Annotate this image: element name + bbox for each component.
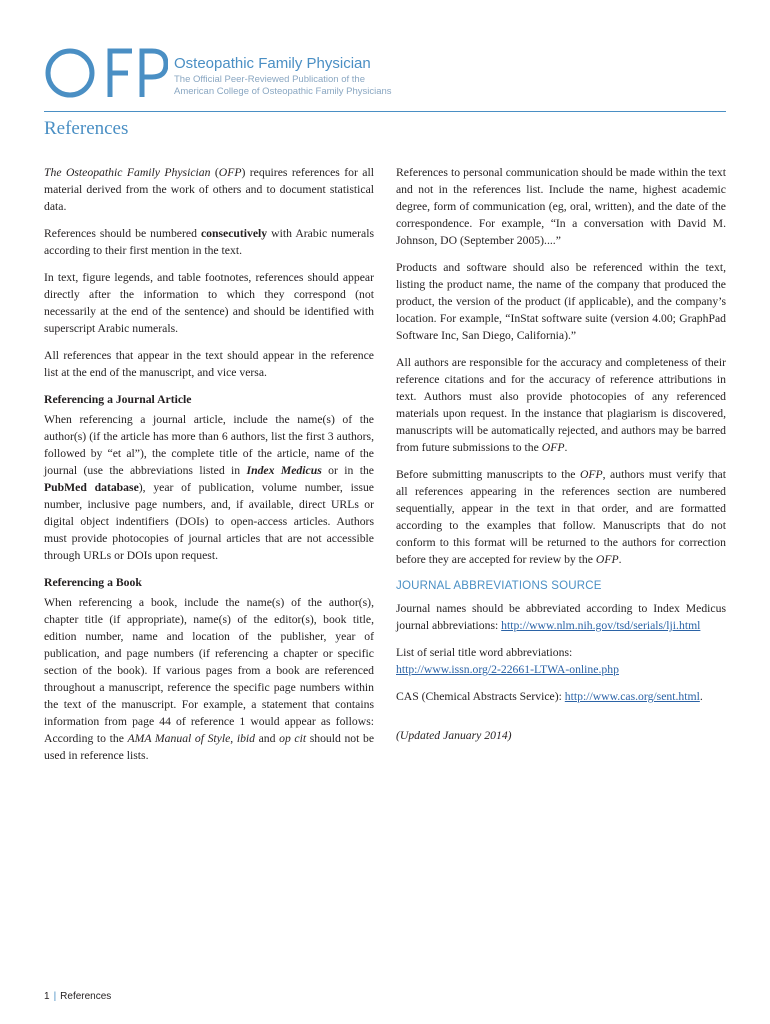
book-paragraph: When referencing a book, include the name(s) of the author(s), chapter title (if appropriate), name(s) of the editor(s), book title, edition number, name and location of the publisher, year of publication, and page numbers (if referencing a chapter or specific section of the book). If various pages from a book are referenced throughout a manuscript, reference the specific page numbers within the text of the manuscript. For example, a statement that contains information from page 44 of reference 1 would appear as follows: According to the AMA Manual of Style, ibid and op cit should not be used in reference lists. bbox=[44, 596, 375, 762]
submission-paragraph: Before submitting manuscripts to the OFP, authors must verify that all references appearing in the references section are numbered sequentially, appear in the text in that order, and are formatted according to the examples that follow. Manuscripts that do not conform to this format will be returned to the authors for correction before they are accepted for review by the OFP. bbox=[396, 468, 726, 566]
right-column bbox=[396, 164, 726, 754]
serial-abbreviations-paragraph: List of serial title word abbreviations: http://www.issn.org/2-22661-LTWA-online.php bbox=[396, 646, 619, 676]
book-heading: Referencing a Book bbox=[44, 576, 142, 589]
left-column bbox=[44, 164, 374, 774]
footer-label: References bbox=[60, 991, 112, 1002]
cas-paragraph: CAS (Chemical Abstracts Service): http://www.cas.org/sent.html. bbox=[396, 690, 703, 703]
journal-article-heading: Referencing a Journal Article bbox=[44, 393, 192, 406]
page-footer bbox=[44, 990, 111, 1004]
brand-tagline-2: American College of Osteopathic Family Physicians bbox=[174, 86, 392, 97]
updated-note: (Updated January 2014) bbox=[396, 729, 512, 742]
products-software-paragraph: Products and software should also be referenced within the text, listing the product name, the name of the company that produced the product, the version of the product (if applicable), and the company’s location. For example, “InStat software suite (version 4.00; GraphPad Software Inc, San Diego, California).” bbox=[396, 261, 726, 342]
page-number: 1 bbox=[44, 991, 50, 1002]
brand-tagline-1: The Official Peer-Reviewed Publication of the bbox=[174, 74, 365, 85]
issn-link[interactable]: http://www.issn.org/2-22661-LTWA-online.php bbox=[396, 663, 619, 676]
journal-abbreviations-heading: JOURNAL ABBREVIATIONS SOURCE bbox=[396, 580, 602, 592]
index-medicus-paragraph: Journal names should be abbreviated according to Index Medicus journal abbreviations: http://www.nlm.nih.gov/tsd/serials/lji.html bbox=[396, 602, 726, 632]
brand-title: Osteopathic Family Physician bbox=[174, 55, 371, 72]
personal-communication-paragraph: References to personal communication should be made within the text and not in the references list. Include the name, highest academic degree, form of communication (eg, oral, written), and the date of the correspondence. For example, “In a conversation with David M. Johnson, DO (September 2005)....” bbox=[396, 166, 726, 247]
journal-article-paragraph: When referencing a journal article, include the name(s) of the author(s) (if the article has more than 6 authors, list the first 3 authors, followed by “et al”), the complete title of the article, name of the journal (use the abbreviations listed in Index Medicus or in the PubMed database), year of publication, volume number, issue number, inclusive page numbers, and, if available, direct URLs or digital object indentifiers (DOIs) to open-access articles. Authors must provide photocopies of journal articles that are not accessible through URLs or DOIs upon request. bbox=[44, 413, 374, 562]
author-responsibility-paragraph: All authors are responsible for the accuracy and completeness of their reference citations and for the accuracy of reference attributions in text. Authors must also provide photocopies of any referenced materials upon request. In the instance that plagiarism is discovered, manuscripts will be automatically rejected, and authors may be barred from future submissions to the OFP. bbox=[396, 356, 726, 454]
header-divider bbox=[44, 111, 726, 112]
brand-block bbox=[174, 54, 392, 98]
reference-list-paragraph: All references that appear in the text should appear in the reference list at the end of the manuscript, and vice versa. bbox=[44, 349, 374, 379]
cas-link[interactable]: http://www.cas.org/sent.html bbox=[564, 690, 700, 703]
nlm-link[interactable]: http://www.nlm.nih.gov/tsd/serials/lji.html bbox=[501, 619, 701, 632]
footer-separator: | bbox=[53, 991, 57, 1002]
page-title: References bbox=[44, 118, 129, 139]
ofp-logo bbox=[44, 46, 168, 100]
placement-paragraph: In text, figure legends, and table footnotes, references should appear directly after the information to which they correspond (not necessarily at the end of the sentence) and should be identified with superscript Arabic numerals. bbox=[44, 271, 374, 335]
numbering-paragraph: References should be numbered consecutively with Arabic numerals according to their first mention in the text. bbox=[44, 227, 374, 257]
intro-paragraph: The Osteopathic Family Physician (OFP) requires references for all material derived from the work of others and to document statistical data. bbox=[44, 166, 374, 213]
